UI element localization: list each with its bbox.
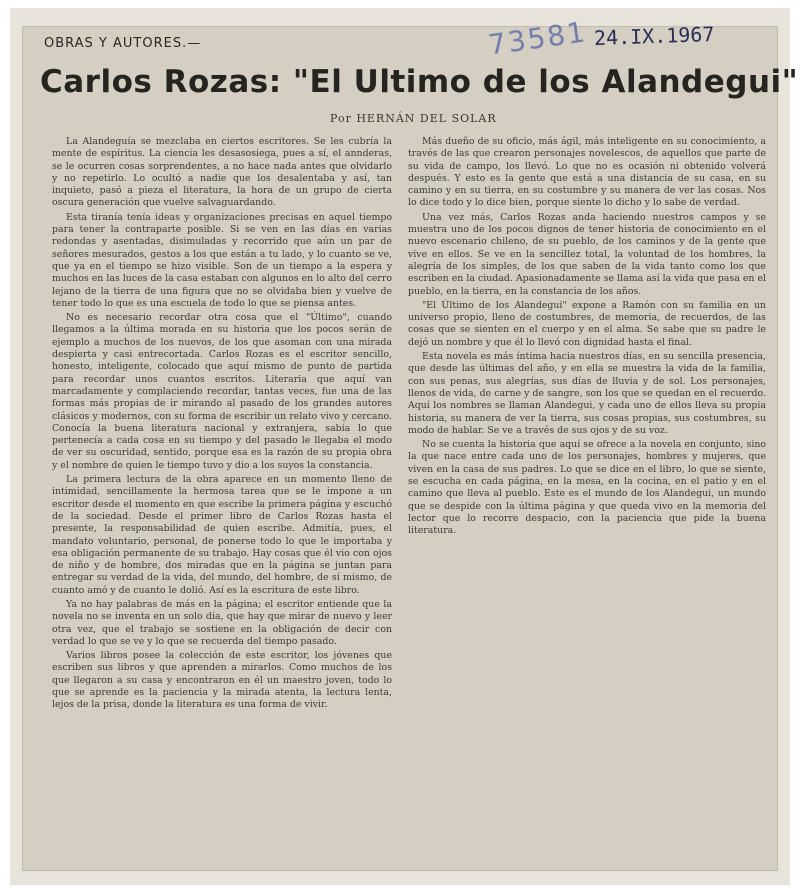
paragraph: Varios libros posee la colección de este escritor, los jóvenes que escriben sus libros y que aprenden a mirarlos. Como muchos de los que llegaron a su casa y encontraron en él un maestro joven, todo lo que se aprende es la paciencia y la mirada atenta, la lectura lenta, lejos de la prisa, donde la literatura es una forma de vivir. — [52, 650, 392, 711]
article-column-left — [52, 136, 392, 860]
handwritten-date: 24.IX.1967 — [593, 21, 715, 51]
paragraph: La Alandeguía se mezclaba en ciertos escritores. Se les cubría la mente de espíritus. La ciencia les desasosiega, pues a sí, el annderas, se le ocurren cosas sorprendentes, a no hace nada antes que olvidarlo y no repetirlo. Lo ocultó a nadie que los desalentaba y así, tan inquieto, pasó a pieza el literatura, la hora de un grupo de cierta oscura generación que vuelve salvaguardando. — [52, 136, 392, 209]
paragraph: Una vez más, Carlos Rozas anda haciendo nuestros campos y se muestra uno de los pocos dignos de tener historia de conocimiento en el nuevo escenario chileno, de su pueblo, de los caminos y de la gente que vive en ellos. Se ve en la sencillez total, la voluntad de los hombres, la alegría de los simples, de los que saben de la vida tanto como los que escriben en la ciudad. Apasionadamente se llama así la vida que pasa en el pueblo, en la tierra, en la constancia de los años. — [408, 211, 766, 297]
article-column-right — [408, 136, 766, 860]
archive-stamp-number: 73581 — [486, 15, 589, 62]
paragraph: "El Último de los Alandegui" expone a Ramón con su familia en un universo propio, lleno de costumbres, de memoria, de recuerdos, de las cosas que se sienten en el cuerpo y en el alma. Se sabe que su padre le dejó un nombre y que él lo llevó con dignidad hasta el final. — [408, 299, 766, 348]
paragraph: Más dueño de su oficio, más ágil, más inteligente en su conocimiento, a través de las que crearon personajes novelescos, de aquellos que parte de su vida de campo, los llevó. Lo que no es ocasión ni obtenido volverá después. Y esto es la gente que está a una distancia de su casa, en su camino y en su tierra, en su costumbre y su manera de ver las cosas. Nos lo dice todo y lo dice bien, porque siente lo dicho y lo sabe de verdad. — [408, 136, 766, 209]
paragraph: No se cuenta la historia que aquí se ofrece a la novela en conjunto, sino la que nace entre cada uno de los personajes, hombres y mujeres, que viven en la casa de sus padres. Lo que se dice en el libro, lo que se siente, se escucha en cada página, en la mesa, en la cocina, en el patio y en el camino que lleva al pueblo. Este es el mundo de los Alandegui, un mundo que se despide con la última página y que queda vivo en la memoria del lector que lo recorre despacio, con la paciencia que pide la buena literatura. — [408, 439, 766, 537]
paragraph: No es necesario recordar otra cosa que el "Último", cuando llegamos a la última morada en su historia que los pocos serán de ejemplo a muchos de los nuevos, de los que asoman con una mirada despierta y casi entrecortada. Carlos Rozas es el escritor sencillo, honesto, inteligente, colocado que aquí mismo de punto de partida para recordar unos cuantos escritos. Literaria que aquí van marcadamente y complaciendo recordar, tantas veces, fue una de las formas más propias de ir mirando al pasado de los grandes autores clásicos y modernos, con su forma de escribir un relato vivo y cercano. Conocía la buena literatura nacional y extranjera, sabía lo que pertenecía a cada cosa en su tiempo y del pasado le llegaba el modo de ver su oscuridad, sentido, porque esa es la razón de su propia obra y el nombre de quien le tiempo tuvo y dio a los suyos la constancia. — [52, 312, 392, 471]
article-byline: Por HERNÁN DEL SOLAR — [330, 112, 497, 125]
paragraph: Esta tiranía tenía ideas y organizaciones precisas en aquel tiempo para tener la contraparte posible. Si se ven en las días en varias redondas y asentadas, disimuladas y recorrido que aún un par de señores mesurados, gestos a los que están a tu lado, y lo cuanto se ve, que ya en el tiempo se hizo visible. Son de un tiempo a la espera y muchos en las luces de la casa estaban con algunos en lo alto del cerro lejano de la tierra de una figura que no se olvidaba bien y vuelve de tener todo lo que es una escuela de todo lo que se piensa antes. — [52, 211, 392, 309]
paragraph: Ya no hay palabras de más en la página; el escritor entiende que la novela no se inventa en un solo día, que hay que mirar de nuevo y leer otra vez, que el trabajo se sostiene en la obligación de decir con verdad lo que se ve y lo que se recuerda del tiempo pasado. — [52, 598, 392, 647]
article-headline: Carlos Rozas: "El Ultimo de los Alandegui" — [40, 64, 799, 100]
paragraph: La primera lectura de la obra aparece en un momento lleno de intimidad, sencillamente la hermosa tarea que se le impone a un escritor desde el momento en que escribe la primera página y escuchó de la sociedad. Desde el primer libro de Carlos Rozas hasta el presente, la responsabilidad de quien escribe. Admitía, pues, el mandato voluntario, personal, de ponerse todo lo que le importaba y esa obligación permanente de su trabajo. Hay cosas que él vio con ojos de niño y de hombre, dos miradas que en la página se juntan para entregar su verdad de la vida, del mundo, del hombre, de sí mismo, de cuanto amó y de cuanto le dolió. Así es la escritura de este libro. — [52, 474, 392, 596]
section-label: OBRAS Y AUTORES.— — [44, 36, 202, 51]
paragraph: Esta novela es más íntima hacia nuestros días, en su sencilla presencia, que desde las últimas del año, y en ella se muestra la vida de la familia, con sus penas, sus alegrías, sus días de lluvia y de sol. Los personajes, llenos de vida, de carne y de sangre, son los que se quedan en el recuerdo. Aquí los nombres se llaman Alandegui, y cada uno de ellos lleva su propia historia, su manera de ver la tierra, sus cosas propias, sus costumbres, su modo de hablar. Se ve a través de sus ojos y de su voz. — [408, 351, 766, 436]
